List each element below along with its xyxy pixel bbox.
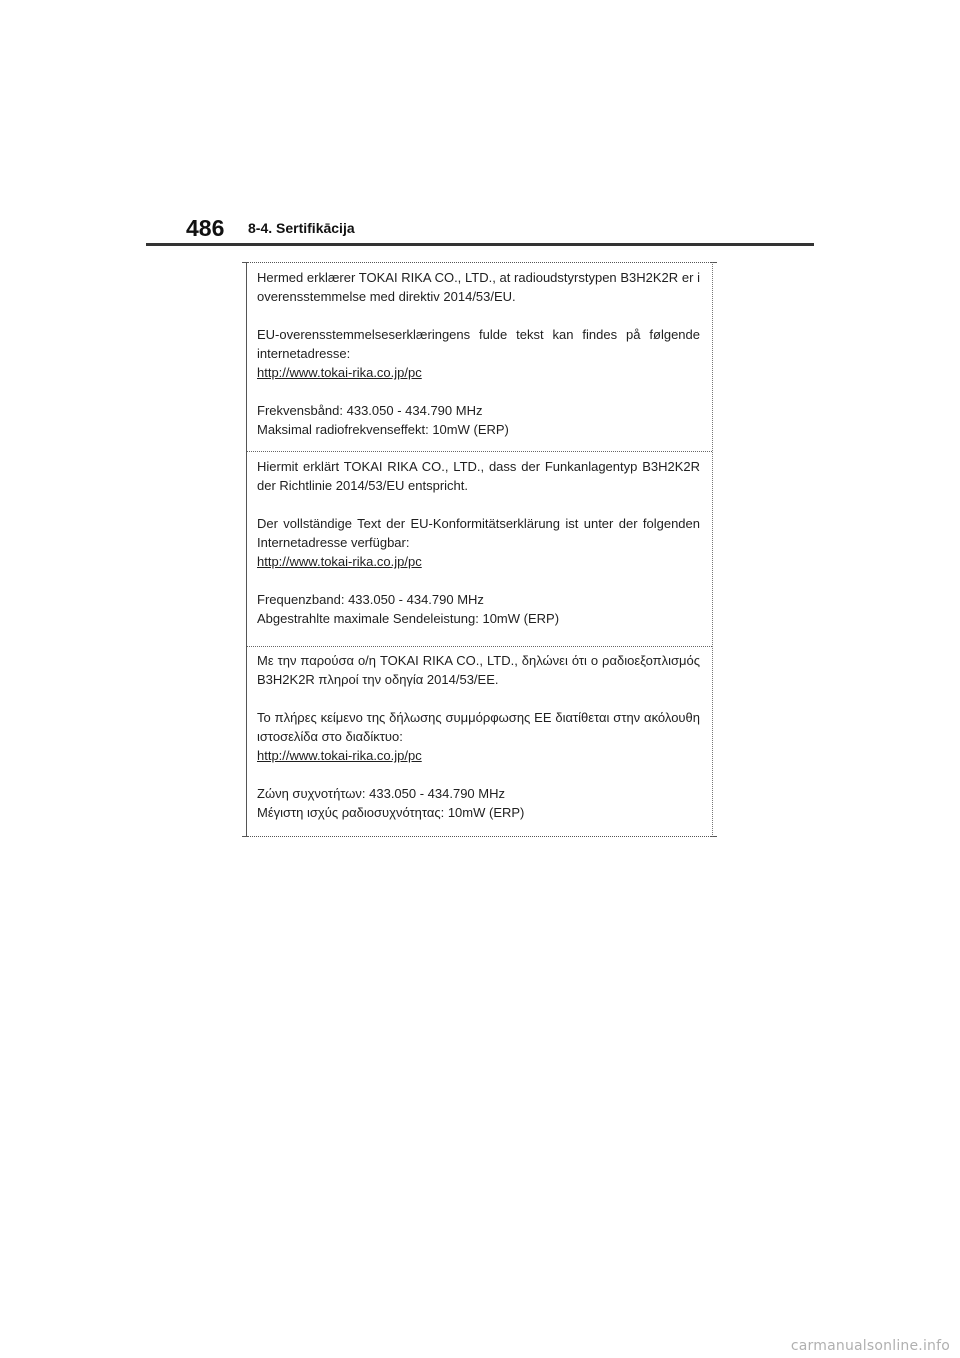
frequency-band: Ζώνη συχνοτήτων: 433.050 - 434.790 MHz bbox=[257, 786, 505, 801]
declaration-intro: Με την παρούσα ο/η TOKAI RIKA CO., LTD., δηλώνει ότι ο ραδιοεξοπλισμός B3H2K2R πληροί την οδηγία 2014/53/ΕΕ. bbox=[257, 653, 700, 687]
max-power: Maksimal radiofrekvenseffekt: 10mW (ERP) bbox=[257, 422, 509, 437]
frequency-band: Frekvensbånd: 433.050 - 434.790 MHz bbox=[257, 403, 483, 418]
declaration-intro: Hiermit erklärt TOKAI RIKA CO., LTD., dass der Funkanlagentyp B3H2K2R der Richtlinie 2014/53/EU entspricht. bbox=[257, 459, 700, 493]
frequency-band: Frequenzband: 433.050 - 434.790 MHz bbox=[257, 592, 484, 607]
header-rule bbox=[146, 243, 814, 246]
section-title: 8-4. Sertifikācija bbox=[248, 220, 355, 236]
declaration-link[interactable]: http://www.tokai-rika.co.jp/pc bbox=[257, 748, 422, 763]
watermark: carmanualsonline.info bbox=[790, 1338, 950, 1354]
declaration-link[interactable]: http://www.tokai-rika.co.jp/pc bbox=[257, 554, 422, 569]
declaration-danish bbox=[247, 263, 712, 452]
declaration-german bbox=[247, 452, 712, 647]
max-power: Μέγιστη ισχύς ραδιοσυχνότητας: 10mW (ERP) bbox=[257, 805, 525, 820]
declaration-link[interactable]: http://www.tokai-rika.co.jp/pc bbox=[257, 365, 422, 380]
declaration-text-lead: Der vollständige Text der EU-Konformitätserklärung ist unter der folgenden Internetadresse verfügbar: bbox=[257, 516, 700, 550]
declaration-text-lead: EU-overensstemmelseserklæringens fulde tekst kan findes på følgende internetadresse: bbox=[257, 327, 700, 361]
declaration-greek bbox=[247, 647, 712, 838]
declaration-intro: Hermed erklærer TOKAI RIKA CO., LTD., at radioudstyrstypen B3H2K2R er i overensstemmelse med direktiv 2014/53/EU. bbox=[257, 270, 700, 304]
certification-box bbox=[246, 262, 713, 837]
page-number: 486 bbox=[186, 215, 225, 241]
declaration-text-lead: Το πλήρες κείμενο της δήλωσης συμμόρφωσης ΕΕ διατίθεται στην ακόλουθη ιστοσελίδα στο διαδίκτυο: bbox=[257, 710, 700, 744]
max-power: Abgestrahlte maximale Sendeleistung: 10mW (ERP) bbox=[257, 611, 560, 626]
